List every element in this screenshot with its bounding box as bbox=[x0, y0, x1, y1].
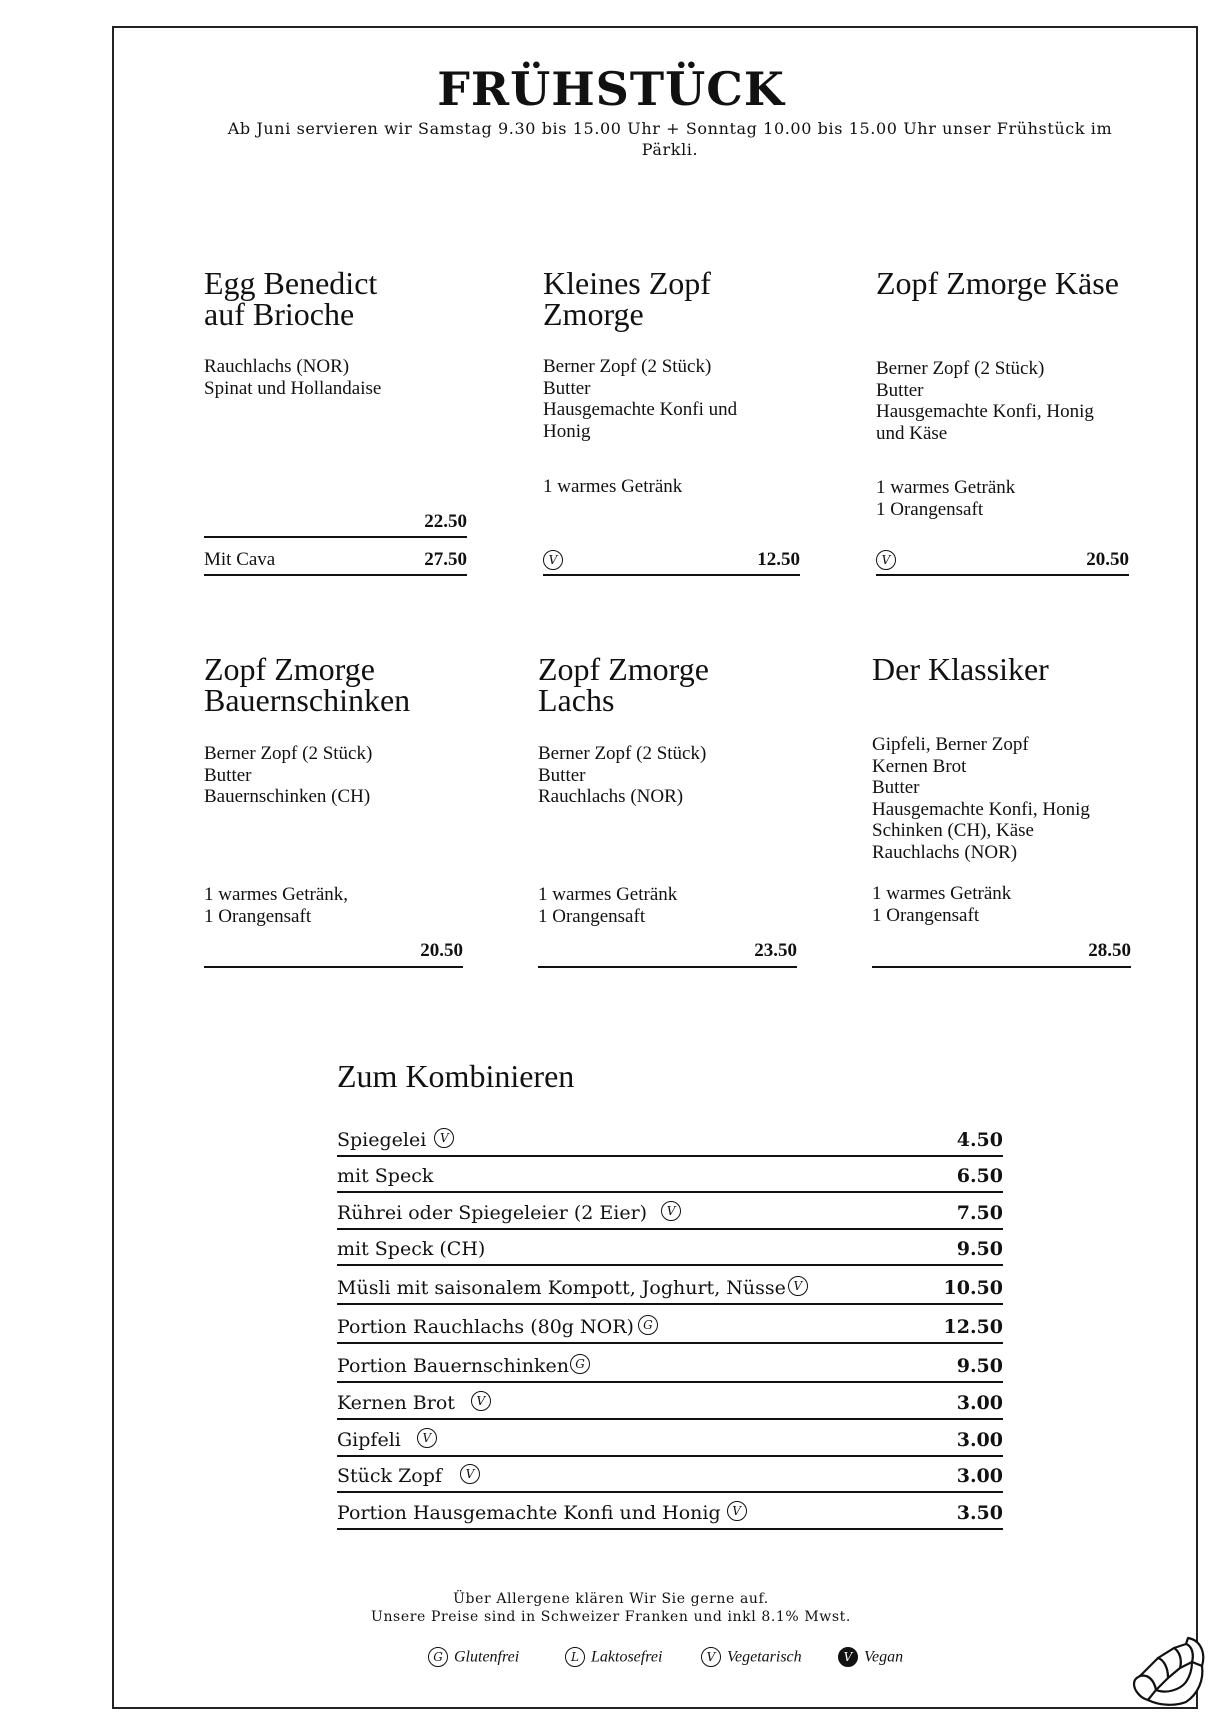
combo-item-muesli bbox=[337, 1266, 1003, 1305]
combo-item-name-wrap bbox=[337, 1429, 437, 1451]
combo-item-price: 3.00 bbox=[956, 1465, 1003, 1488]
vegetarian-badge-icon: V bbox=[727, 1501, 747, 1521]
vegetarian-badge-icon: V bbox=[434, 1128, 454, 1148]
legend-label: Laktosefrei bbox=[591, 1648, 663, 1666]
legend-lactosefree bbox=[565, 1648, 662, 1668]
combo-item-price: 6.50 bbox=[956, 1165, 1003, 1188]
price-rule bbox=[204, 966, 463, 968]
glutenfree-badge-icon: G bbox=[638, 1315, 658, 1335]
combo-item-price: 4.50 bbox=[956, 1128, 1003, 1151]
card-extras: 1 warmes Getränk 1 Orangensaft bbox=[538, 884, 678, 927]
card-price: 20.50 bbox=[420, 940, 463, 961]
combo-item-name: Stück Zopf bbox=[337, 1465, 442, 1488]
combo-item-konfi-honig bbox=[337, 1493, 1003, 1530]
combo-item-name: mit Speck (CH) bbox=[337, 1238, 486, 1261]
menu-card-zopf-zmorge-bauernschinken bbox=[204, 651, 463, 970]
vegetarian-badge-icon: V bbox=[460, 1464, 480, 1484]
combo-item-name: Portion Bauernschinken bbox=[337, 1355, 569, 1378]
combo-item-name: Gipfeli bbox=[337, 1428, 401, 1451]
combo-item-name-wrap bbox=[337, 1202, 681, 1224]
menu-card-zopf-zmorge-lachs bbox=[538, 651, 797, 970]
lactosefree-icon: L bbox=[565, 1647, 585, 1667]
combo-item-mit-speck-ch bbox=[337, 1230, 1003, 1267]
vegetarian-badge-icon: V bbox=[876, 550, 896, 570]
card-description: Rauchlachs (NOR) Spinat und Hollandaise bbox=[204, 356, 382, 399]
combo-item-bauernschinken bbox=[337, 1344, 1003, 1383]
card-option-price: 27.50 bbox=[424, 549, 467, 570]
card-extras: 1 warmes Getränk 1 Orangensaft bbox=[872, 883, 1012, 926]
price-rule bbox=[872, 966, 1131, 968]
card-price: 12.50 bbox=[757, 549, 800, 570]
card-description: Berner Zopf (2 Stück) Butter Hausgemachte Konfi, Honig und Käse bbox=[876, 358, 1094, 444]
combo-item-mit-speck bbox=[337, 1157, 1003, 1194]
legend-vegan bbox=[838, 1648, 903, 1668]
card-price: 23.50 bbox=[754, 940, 797, 961]
menu-card-egg-benedict bbox=[204, 265, 467, 578]
legend-glutenfree bbox=[428, 1648, 519, 1668]
card-title: Zopf Zmorge Käse bbox=[876, 265, 1119, 301]
vegetarian-icon: V bbox=[701, 1647, 721, 1667]
combo-item-name: Kernen Brot bbox=[337, 1391, 455, 1414]
croissant-icon bbox=[1130, 1632, 1210, 1712]
combo-item-name: Müsli mit saisonalem Kompott, Joghurt, Nüsse bbox=[337, 1277, 786, 1300]
menu-card-kleines-zopf-zmorge bbox=[543, 265, 800, 578]
card-price: 20.50 bbox=[1086, 549, 1129, 570]
combo-item-price: 10.50 bbox=[943, 1277, 1003, 1300]
glutenfree-badge-icon: G bbox=[570, 1354, 590, 1374]
combo-item-name-wrap bbox=[337, 1502, 747, 1524]
vegetarian-badge-icon: V bbox=[788, 1276, 808, 1296]
combo-item-price: 3.50 bbox=[956, 1501, 1003, 1524]
combo-item-stueck-zopf bbox=[337, 1457, 1003, 1494]
card-price: 28.50 bbox=[1088, 940, 1131, 961]
vegetarian-badge-icon: V bbox=[661, 1201, 681, 1221]
combo-item-price: 9.50 bbox=[956, 1238, 1003, 1261]
price-rule bbox=[204, 574, 467, 576]
combo-item-name: Rührei oder Spiegeleier (2 Eier) bbox=[337, 1201, 648, 1224]
combo-item-rauchlachs bbox=[337, 1305, 1003, 1344]
card-description: Berner Zopf (2 Stück) Butter Rauchlachs (NOR) bbox=[538, 743, 707, 807]
combo-item-name-wrap bbox=[337, 1465, 480, 1487]
price-rule bbox=[204, 536, 467, 538]
menu-card-zopf-zmorge-kaese bbox=[876, 265, 1129, 578]
price-rule bbox=[876, 574, 1129, 576]
combo-list bbox=[337, 1120, 1003, 1530]
combo-item-price: 3.00 bbox=[956, 1428, 1003, 1451]
combo-item-name-wrap bbox=[337, 1355, 590, 1377]
combo-item-name: mit Speck bbox=[337, 1165, 434, 1188]
card-extras: 1 warmes Getränk, 1 Orangensaft bbox=[204, 884, 349, 927]
allergen-note-line: Über Allergene klären Wir Sie gerne auf. bbox=[453, 1591, 769, 1607]
price-rule bbox=[543, 574, 800, 576]
card-description: Berner Zopf (2 Stück) Butter Hausgemachte Konfi und Honig bbox=[543, 356, 738, 442]
card-title: Zopf Zmorge Bauernschinken bbox=[204, 651, 411, 718]
vegetarian-badge-icon: V bbox=[543, 550, 563, 570]
vegetarian-badge-icon: V bbox=[417, 1428, 437, 1448]
menu-card-der-klassiker bbox=[872, 651, 1131, 970]
card-option-label: Mit Cava bbox=[204, 549, 276, 570]
page-title: FRÜHSTÜCK bbox=[437, 62, 785, 116]
glutenfree-icon: G bbox=[428, 1647, 448, 1667]
combo-item-name-wrap bbox=[337, 1277, 808, 1299]
combo-item-price: 12.50 bbox=[943, 1316, 1003, 1339]
card-extras: 1 warmes Getränk 1 Orangensaft bbox=[876, 477, 1016, 520]
combo-item-price: 3.00 bbox=[956, 1391, 1003, 1414]
combo-item-name-wrap bbox=[337, 1129, 454, 1151]
card-title: Egg Benedict auf Brioche bbox=[204, 265, 378, 332]
combo-item-ruehrei bbox=[337, 1193, 1003, 1230]
legend-vegetarian bbox=[701, 1648, 802, 1668]
combo-section-title: Zum Kombinieren bbox=[337, 1058, 575, 1094]
combo-item-gipfeli bbox=[337, 1420, 1003, 1457]
vegan-icon: V bbox=[838, 1647, 858, 1667]
legend-label: Vegetarisch bbox=[727, 1648, 802, 1666]
price-rule bbox=[538, 966, 797, 968]
combo-item-name: Spiegelei bbox=[337, 1128, 427, 1151]
combo-item-price: 9.50 bbox=[956, 1355, 1003, 1378]
allergen-note bbox=[0, 1590, 1222, 1626]
card-title: Der Klassiker bbox=[872, 651, 1049, 687]
card-title: Zopf Zmorge Lachs bbox=[538, 651, 709, 718]
combo-item-kernen-brot bbox=[337, 1383, 1003, 1420]
combo-item-spiegelei bbox=[337, 1120, 1003, 1157]
card-description: Berner Zopf (2 Stück) Butter Bauernschinken (CH) bbox=[204, 743, 373, 807]
price-note-line: Unsere Preise sind in Schweizer Franken und inkl 8.1% Mwst. bbox=[371, 1609, 851, 1625]
combo-item-price: 7.50 bbox=[956, 1201, 1003, 1224]
card-description: Gipfeli, Berner Zopf Kernen Brot Butter Hausgemachte Konfi, Honig Schinken (CH), Käse Rauchlachs (NOR) bbox=[872, 734, 1090, 863]
legend-label: Glutenfrei bbox=[454, 1648, 520, 1666]
card-price: 22.50 bbox=[424, 511, 467, 532]
combo-item-name-wrap bbox=[337, 1392, 491, 1414]
combo-item-name: Portion Rauchlachs (80g NOR) bbox=[337, 1316, 634, 1339]
legend-label: Vegan bbox=[864, 1648, 904, 1666]
vegetarian-badge-icon: V bbox=[471, 1391, 491, 1411]
card-title: Kleines Zopf Zmorge bbox=[543, 265, 711, 332]
card-extras: 1 warmes Getränk bbox=[543, 476, 683, 497]
combo-item-name-wrap bbox=[337, 1316, 658, 1338]
combo-item-name: Portion Hausgemachte Konfi und Honig bbox=[337, 1501, 721, 1524]
page-subtitle: Ab Juni servieren wir Samstag 9.30 bis 15.00 Uhr + Sonntag 10.00 bis 15.00 Uhr unser Frühstück im Pärkli. bbox=[227, 119, 1113, 159]
